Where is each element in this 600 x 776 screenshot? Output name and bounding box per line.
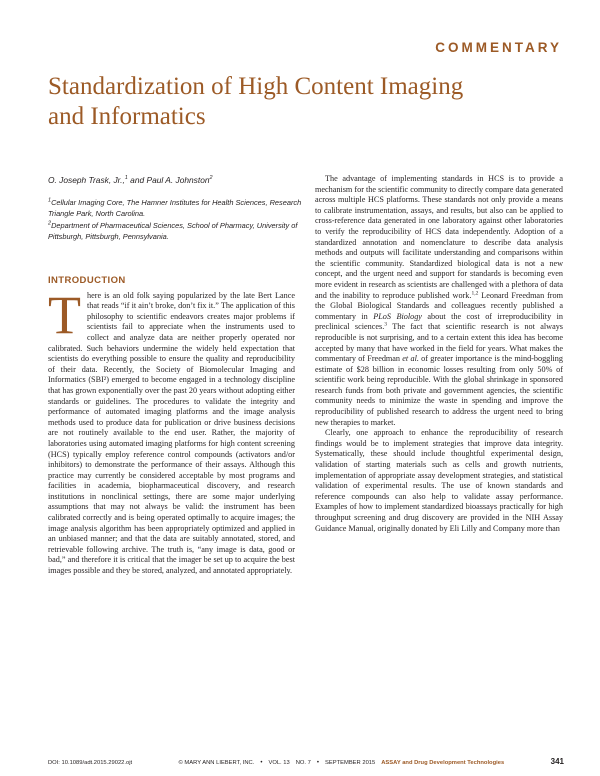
drop-cap: T bbox=[48, 284, 81, 345]
affiliation-item bbox=[48, 197, 318, 219]
author-1-affil-marker: 1 bbox=[124, 175, 128, 182]
author-2: Paul A. Johnston bbox=[146, 175, 210, 185]
body-paragraph bbox=[48, 284, 295, 577]
affiliation-text: Department of Pharmaceutical Sciences, School of Pharmacy, University of Pittsburgh, Pittsburgh, Pennsylvania. bbox=[48, 221, 298, 241]
section-label: COMMENTARY bbox=[435, 40, 562, 55]
left-column bbox=[48, 276, 295, 577]
paragraph-text: here is an old folk saying popularized by the late Bert Lance that reads “if it ain’t broke, don’t fix it.” The application of this philosophy to scientific endeavors creates major problems if scientists fail to appreciate when the instruments used to collect and analyze data are neither properly operated nor calibrated. Such behaviors undermine the widely held expectation that scientists do everything possible to ensure the quality and reproducibility of their data. Recently, the Society of Biomolecular Imaging and Informatics (SBI²) emerged to become engaged in a technology discipline that has grown exponentially over the past 20 years without adopting either standards or guidelines. The procedures to validate the integrity and performance of automated imaging platforms and the image analysis methods used to produce data for publication or drive business decisions are not routinely available to the end user. Rather, the majority of laboratories using automated imaging platforms for high content screening (HCS) typically employ reference control compounds (activators and/or inhibitors) to demonstrate the performance of their assays. Although this practice may currently be considered acceptable by most programs and facilities in academia, biopharmaceutical discovery, and research institutions in nonclinical settings, there are some major underlying assumptions that may not always be valid: the instrument has been calibrated correctly and is being operated optimally to acquire images; the image analysis algorithm has been appropriately optimized and applied in an unbiased manner; and that the data are suitably annotated, stored, and retrievable following archive. The truth is, “any image is data, good or bad,” and therefore it is critical that the imager be set up to acquire the best images possible and they be stored, analyzed, and annotated appropriately. bbox=[48, 290, 295, 576]
affiliations bbox=[48, 197, 318, 243]
page-footer bbox=[48, 757, 564, 766]
paragraph-text: The advantage of implementing standards in HCS is to provide a mechanism for the scientific community to directly compare data generated across multiple HCS platforms. These standards not only provide a means to calibrate instrumentation, assays, and results, but also can be applied to cross-reference data generated in one laboratory against other laboratories to verify the reproducibility of HCS data independently. Adoption of a standardized annotation and nomenclature to describe data analysis methods and outputs will facilitate understanding and comparisons within the scientific community. Standardized biological data is not a new concept, and the urgent need and support for standards is becoming even more evident in research as scientists are challenged with a plethora of data and the inability to reproduce published work. bbox=[315, 174, 563, 300]
paragraph-text: of greater importance is the mind-boggling estimate of $28 billion in economic losses resulting from only 50% of scientific work being reproducible. With the global shrinkage in sponsored research funds from both private and government agencies, the scientific community needs to minimize the waste in spending and improve the reproducibility of published research to address the urgent need to bring new therapies to market. bbox=[315, 354, 563, 427]
author-1: O. Joseph Trask, Jr., bbox=[48, 175, 125, 185]
footer-meta bbox=[179, 760, 505, 766]
affiliation-item bbox=[48, 220, 318, 242]
affiliation-text: Cellular Imaging Core, The Hamner Institutes for Health Sciences, Research Triangle Park, North Carolina. bbox=[48, 198, 302, 218]
citation-marker: 3 bbox=[384, 321, 387, 328]
page-number: 341 bbox=[550, 757, 564, 766]
author-2-affil-marker: 2 bbox=[209, 175, 213, 182]
publisher: © MARY ANN LIEBERT, INC. bbox=[178, 760, 255, 766]
paragraph-text: The fact that scientific research is not always reproducible is not surprising, and to a certain extent this idea has become accepted by many that have worked in the field for years. What makes the commentary of Freedman bbox=[315, 322, 563, 364]
right-column bbox=[315, 174, 563, 534]
et-al: et al. bbox=[402, 354, 419, 364]
article-title: Standardization of High Content Imaging and Informatics bbox=[48, 73, 464, 130]
issue-date: SEPTEMBER 2015 bbox=[324, 760, 376, 766]
issue-number: NO. 7 bbox=[295, 760, 311, 766]
volume: VOL. 13 bbox=[268, 760, 290, 766]
affiliation-marker: 1 bbox=[48, 197, 52, 204]
author-line bbox=[48, 175, 213, 185]
citation-marker: 1,2 bbox=[471, 289, 479, 296]
author-conjunction: and bbox=[127, 175, 147, 185]
affiliation-marker: 2 bbox=[48, 220, 52, 227]
journal-name: ASSAY and Drug Development Technologies bbox=[381, 760, 505, 766]
body-paragraph: Clearly, one approach to enhance the reproducibility of research findings would be to implement strategies that improve data integrity. Systematically, these should include thoughtful experimental design, validation of starting materials such as cells and growth nutrients, implementation of appropriate assay development strategies, and statistical validation of experimental results. The use of known standards and reference compounds can also help to validate assay performance. Examples of how to implement standardized bioassays practically for high throughput screening and drug discovery are provided in the NIH Assay Guidance Manual, originally donated by Eli Lilly and Company more than bbox=[315, 428, 563, 533]
doi: DOI: 10.1089/adt.2015.29022.ojt bbox=[48, 760, 133, 766]
journal-name: PLoS Biology bbox=[373, 311, 422, 321]
paragraph-text: Leonard Freedman from the Global Biological Standards and colleagues recently published a commentary in bbox=[315, 290, 563, 321]
separator: • bbox=[316, 760, 319, 766]
separator: • bbox=[260, 760, 263, 766]
body-paragraph bbox=[315, 174, 563, 428]
section-heading-introduction: INTRODUCTION bbox=[48, 275, 126, 286]
paragraph-text: about the cost of irreproducibility in preclinical sciences. bbox=[315, 311, 563, 332]
